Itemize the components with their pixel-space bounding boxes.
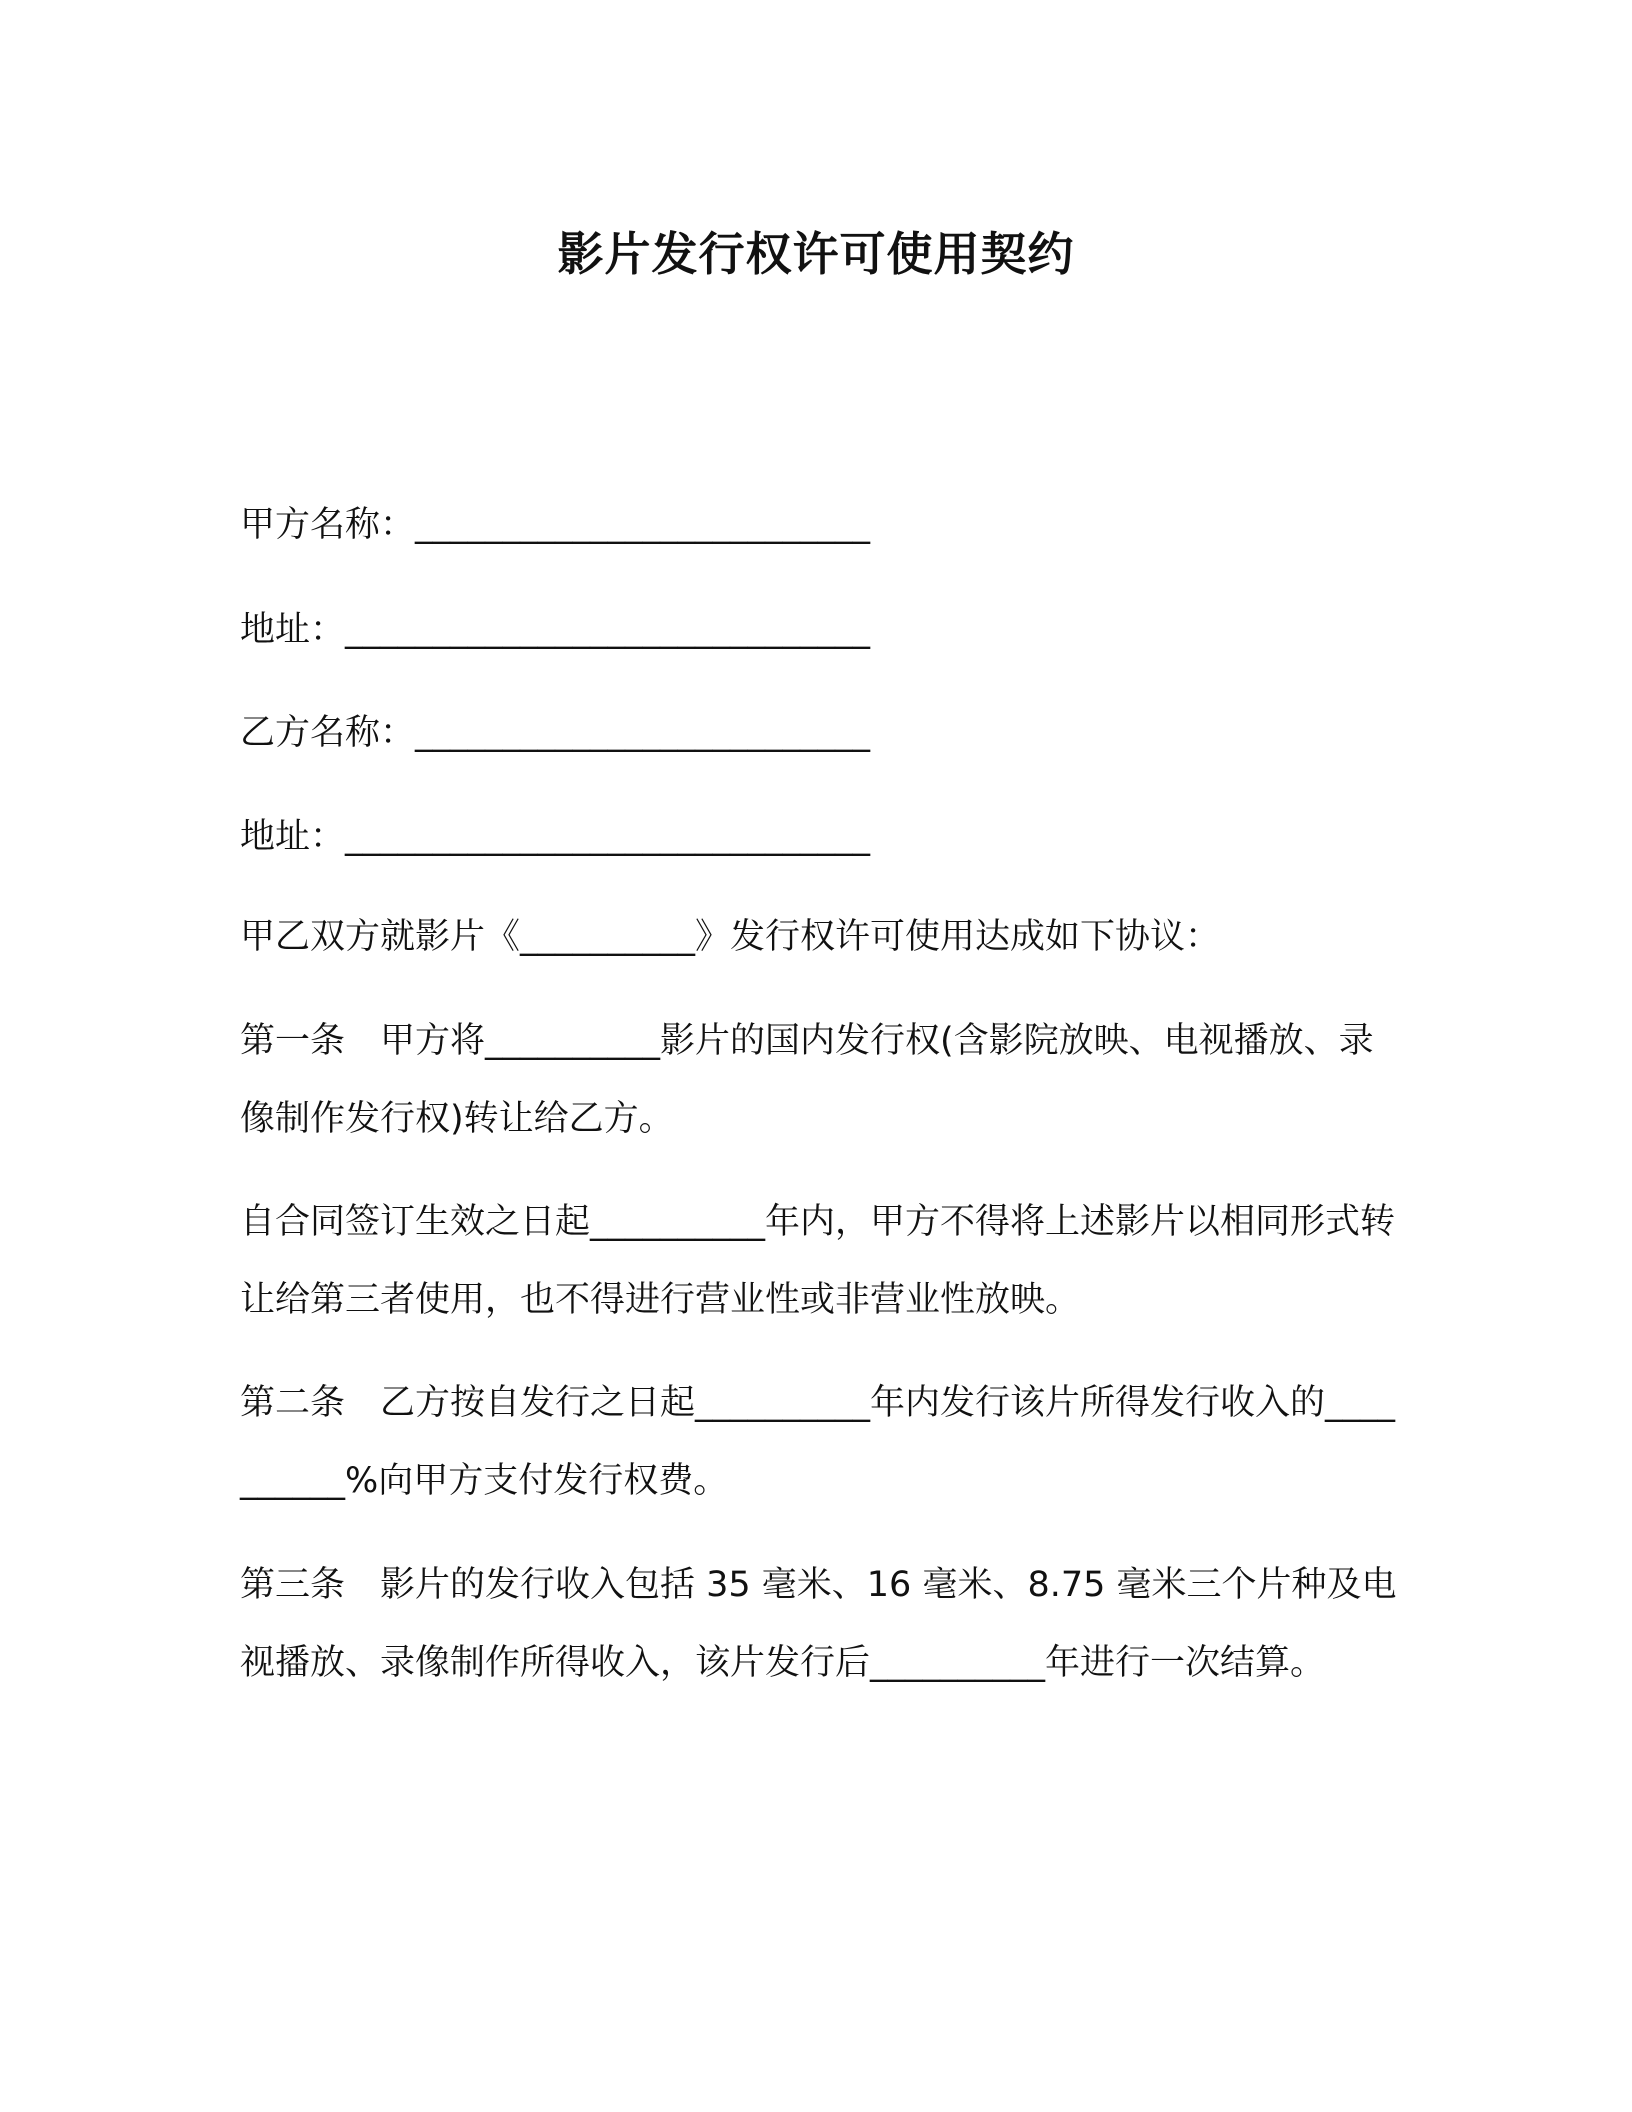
party-b-name-line: 乙方名称：__________________________ [240, 713, 871, 753]
article-three: 第三条 影片的发行收入包括 35 毫米、16 毫米、8.75 毫米三个片种及电视播放、录像制作所得收入，该片发行后__________年进行一次结算。 [240, 1565, 1397, 1683]
article-two: 第二条 乙方按自发行之日起__________年内发行该片所得发行收入的__________%向甲方支付发行权费。 [240, 1383, 1396, 1501]
agreement-intro: 甲乙双方就影片《__________》发行权许可使用达成如下协议： [240, 917, 1221, 957]
party-b-address-line: 地址：______________________________ [240, 817, 871, 857]
party-a-name-line: 甲方名称：__________________________ [240, 505, 871, 545]
party-a-address-line: 地址：______________________________ [240, 610, 871, 650]
document-title: 影片发行权许可使用契约 [557, 227, 1075, 281]
article-one: 第一条 甲方将__________影片的国内发行权(含影院放映、电视播放、录像制作发行权)转让给乙方。 [240, 1021, 1374, 1139]
article-one-continuation: 自合同签订生效之日起__________年内，甲方不得将上述影片以相同形式转让给第三者使用，也不得进行营业性或非营业性放映。 [240, 1202, 1396, 1320]
